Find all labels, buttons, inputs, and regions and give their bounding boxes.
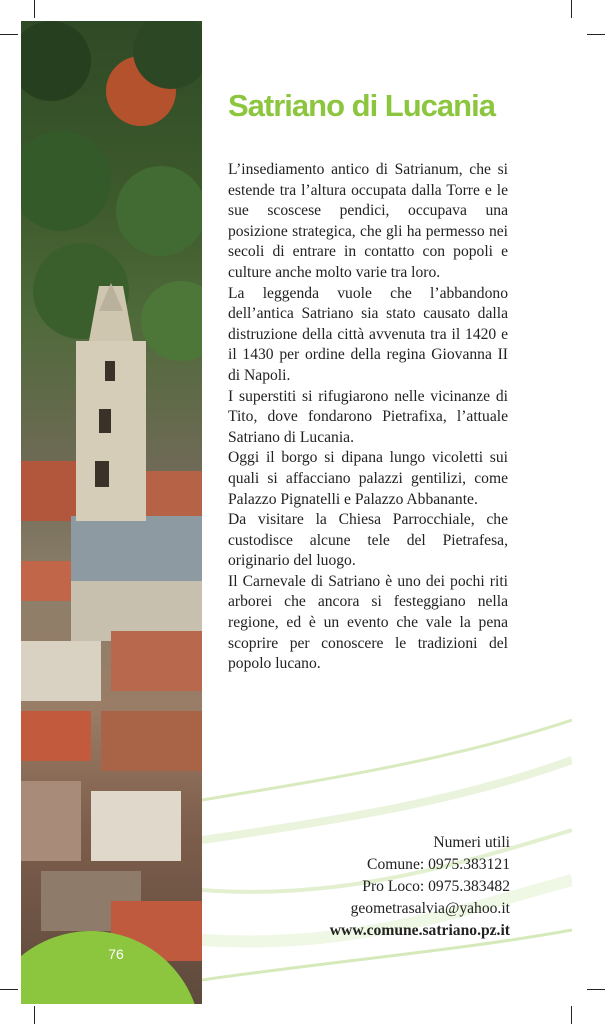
paragraph: L’insediamento antico di Satrianum, che si estende tra l’altura occupata dalla Torre e le sue scoscese pendici, occupava una posizione strategica, che gli ha permesso nei secoli di entrare in contatto con popoli e culture anche molto varie tra loro. bbox=[228, 161, 508, 281]
crop-mark bbox=[587, 989, 605, 990]
crop-mark bbox=[587, 34, 605, 35]
contacts-heading: Numeri utili bbox=[433, 834, 510, 851]
email-link[interactable]: geometrasalvia@yahoo.it bbox=[350, 900, 510, 917]
crop-mark bbox=[34, 0, 35, 18]
page-number: 76 bbox=[108, 946, 124, 962]
website-link[interactable]: www.comune.satriano.pz.it bbox=[329, 922, 510, 939]
town-photo bbox=[21, 21, 202, 1004]
town-illustration bbox=[21, 21, 202, 1004]
crop-mark bbox=[34, 1006, 35, 1024]
comune-phone: Comune: 0975.383121 bbox=[367, 856, 510, 873]
paragraph: La leggenda vuole che l’abbandono dell’antica Satriano sia stato causato dalla distruzione della città avvenuta tra il 1420 e il 1430 per ordine della regina Giovanna II di Napoli. bbox=[228, 284, 508, 384]
paragraph: Il Carnevale di Satriano è uno dei pochi riti arborei che ancora si festeggiano nella regione, ed è un evento che vale la pena scoprire per conoscere le tradizioni del popolo lucano. bbox=[228, 572, 508, 673]
paragraph: I superstiti si rifugiarono nelle vicinanze di Tito, dove fondarono Pietrafixa, l’attuale Satriano di Lucania. bbox=[228, 387, 508, 446]
proloco-phone: Pro Loco: 0975.383482 bbox=[362, 878, 510, 895]
crop-mark bbox=[571, 0, 572, 18]
crop-mark bbox=[0, 989, 18, 990]
crop-mark bbox=[0, 34, 18, 35]
paragraph: Oggi il borgo si dipana lungo vicoletti sui quali si affacciano palazzi gentilizi, come Palazzo Pignatelli e Palazzo Abbanante. bbox=[228, 449, 508, 508]
crop-mark bbox=[571, 1006, 572, 1024]
contacts-block bbox=[230, 832, 510, 942]
body-text bbox=[228, 160, 508, 675]
page-title: Satriano di Lucania bbox=[228, 88, 495, 123]
paragraph: Da visitare la Chiesa Parrocchiale, che custodisce alcune tele del Pietrafesa, originario del luogo. bbox=[228, 511, 508, 570]
